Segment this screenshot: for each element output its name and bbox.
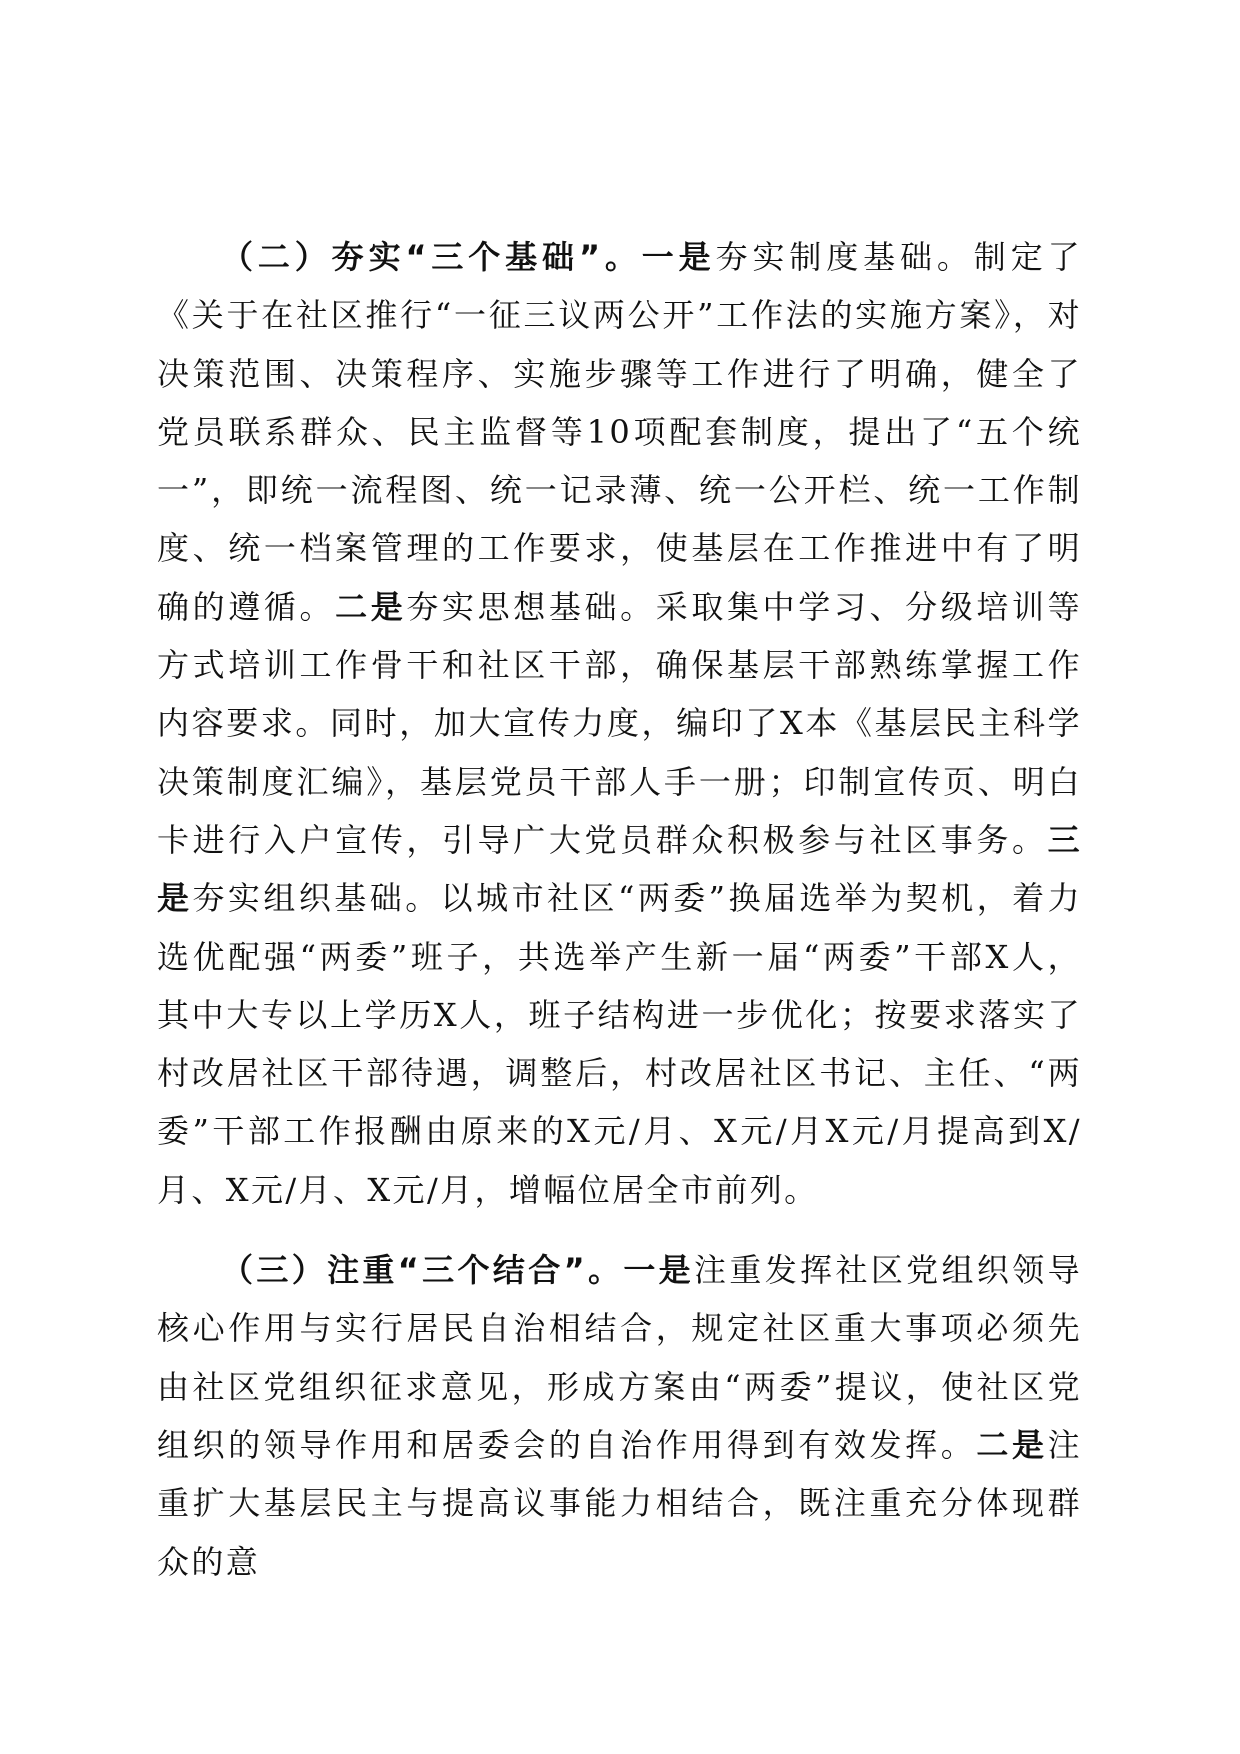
section-heading: （二）夯实“三个基础”。 bbox=[221, 238, 642, 276]
body-run: 夯实思想基础。采取集中学习、分级培训等方式培训工作骨干和社区干部，确保基层干部熟练掌握工作内容要求。同时，加大宣传力度，编印了X本《基层民主科学决策制度汇编》，基层党员干部人手一册；印制宣传页、明白卡进行入户宣传，引导广大党员群众积极参与社区事务。 bbox=[157, 587, 1082, 859]
paragraph-three-combinations bbox=[157, 1241, 1082, 1591]
section-heading: （三）注重“三个结合”。 bbox=[221, 1251, 624, 1290]
body-run: 夯实制度基础。制定了《关于在社区推行“一征三议两公开”工作法的实施方案》，对决策范围、决策程序、实施步骤等工作进行了明确，健全了党员联系群众、民主监督等10项配套制度，提出了“五个统一”，即统一流程图、统一记录薄、统一公开栏、统一工作制度、统一档案管理的工作要求，使基层在工作推进中有了明确的遵循。 bbox=[157, 238, 1082, 626]
body-run: 注重发挥社区党组织领导核心作用与实行居民自治相结合，规定社区重大事项必须先由社区党组织征求意见，形成方案由“两委”提议，使社区党组织的领导作用和居委会的自治作用得到有效发挥。 bbox=[157, 1251, 1082, 1464]
item-marker-1: 一是 bbox=[623, 1251, 695, 1290]
document-body bbox=[157, 228, 1082, 1591]
body-run: 注重扩大基层民主与提高议事能力相结合，既注重充分体现群众的意 bbox=[157, 1425, 1082, 1581]
item-marker-2: 二是 bbox=[976, 1425, 1048, 1464]
item-marker-3: 三是 bbox=[157, 820, 1082, 918]
body-run: 夯实组织基础。以城市社区“两委”换届选举为契机，着力选优配强“两委”班子，共选举产生新一届“两委”干部X人，其中大专以上学历X人，班子结构进一步优化；按要求落实了村改居社区干部待遇，调整后，村改居社区书记、主任、“两委”干部工作报酬由原来的X元/月、X元/月X元/月提高到X/月、X元/月、X元/月，增幅位居全市前列。 bbox=[157, 879, 1083, 1209]
item-marker-1: 一是 bbox=[641, 238, 716, 276]
item-marker-2: 二是 bbox=[335, 587, 407, 626]
paragraph-three-foundations bbox=[157, 228, 1082, 1219]
